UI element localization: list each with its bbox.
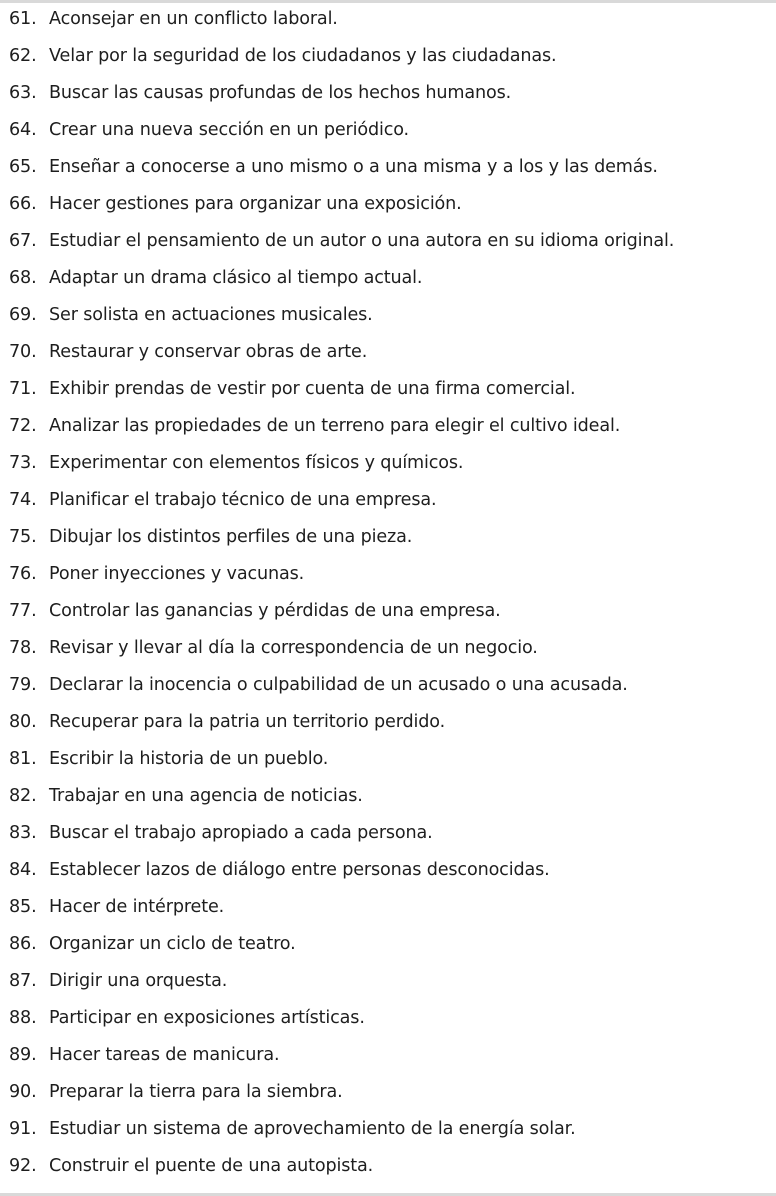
list-item — [0, 889, 776, 926]
list-item — [0, 963, 776, 1000]
item-text: Velar por la seguridad de los ciudadanos y las ciudadanas. — [49, 46, 557, 66]
list-item — [0, 926, 776, 963]
list-item — [0, 815, 776, 852]
list-item — [0, 482, 776, 519]
item-text: Analizar las propiedades de un terreno para elegir el cultivo ideal. — [49, 416, 621, 436]
list-item — [0, 630, 776, 667]
item-number: 90. — [9, 1082, 37, 1102]
list-item — [0, 667, 776, 704]
list-item — [0, 704, 776, 741]
item-number: 92. — [9, 1156, 37, 1176]
item-text: Revisar y llevar al día la correspondencia de un negocio. — [49, 638, 538, 658]
item-number: 74. — [9, 490, 37, 510]
item-number: 63. — [9, 83, 37, 103]
item-text: Restaurar y conservar obras de arte. — [49, 342, 368, 362]
item-text: Buscar las causas profundas de los hechos humanos. — [49, 83, 512, 103]
list-item — [0, 778, 776, 815]
list-item — [0, 408, 776, 445]
list-item — [0, 149, 776, 186]
item-text: Experimentar con elementos físicos y químicos. — [49, 453, 464, 473]
item-number: 81. — [9, 749, 37, 769]
item-number: 64. — [9, 120, 37, 140]
item-number: 65. — [9, 157, 37, 177]
list-item — [0, 1, 776, 38]
item-text: Exhibir prendas de vestir por cuenta de una firma comercial. — [49, 379, 576, 399]
item-text: Construir el puente de una autopista. — [49, 1156, 374, 1176]
list-item — [0, 1111, 776, 1148]
item-text: Estudiar el pensamiento de un autor o una autora en su idioma original. — [49, 231, 675, 251]
list-item — [0, 1074, 776, 1111]
item-text: Trabajar en una agencia de noticias. — [49, 786, 363, 806]
item-text: Hacer tareas de manicura. — [49, 1045, 280, 1065]
item-number: 71. — [9, 379, 37, 399]
list-item — [0, 297, 776, 334]
item-number: 67. — [9, 231, 37, 251]
item-text: Enseñar a conocerse a uno mismo o a una misma y a los y las demás. — [49, 157, 658, 177]
numbered-activity-list — [0, 1, 776, 1185]
item-text: Dibujar los distintos perfiles de una pieza. — [49, 527, 413, 547]
item-number: 87. — [9, 971, 37, 991]
item-text: Planificar el trabajo técnico de una empresa. — [49, 490, 437, 510]
item-number: 72. — [9, 416, 37, 436]
item-number: 88. — [9, 1008, 37, 1028]
list-item — [0, 1037, 776, 1074]
item-text: Recuperar para la patria un territorio perdido. — [49, 712, 446, 732]
item-number: 78. — [9, 638, 37, 658]
item-number: 75. — [9, 527, 37, 547]
item-text: Organizar un ciclo de teatro. — [49, 934, 296, 954]
item-number: 89. — [9, 1045, 37, 1065]
list-item — [0, 334, 776, 371]
item-number: 85. — [9, 897, 37, 917]
item-number: 80. — [9, 712, 37, 732]
item-number: 70. — [9, 342, 37, 362]
item-text: Controlar las ganancias y pérdidas de una empresa. — [49, 601, 501, 621]
item-number: 84. — [9, 860, 37, 880]
item-number: 77. — [9, 601, 37, 621]
item-number: 91. — [9, 1119, 37, 1139]
item-number: 66. — [9, 194, 37, 214]
item-number: 73. — [9, 453, 37, 473]
list-item — [0, 445, 776, 482]
list-item — [0, 852, 776, 889]
item-number: 76. — [9, 564, 37, 584]
list-item — [0, 593, 776, 630]
list-item — [0, 1000, 776, 1037]
list-item — [0, 371, 776, 408]
list-item — [0, 112, 776, 149]
item-text: Buscar el trabajo apropiado a cada persona. — [49, 823, 433, 843]
item-number: 69. — [9, 305, 37, 325]
item-text: Establecer lazos de diálogo entre personas desconocidas. — [49, 860, 550, 880]
list-item — [0, 223, 776, 260]
item-number: 83. — [9, 823, 37, 843]
item-number: 62. — [9, 46, 37, 66]
list-item — [0, 1148, 776, 1185]
list-item — [0, 741, 776, 778]
item-text: Escribir la historia de un pueblo. — [49, 749, 329, 769]
item-number: 82. — [9, 786, 37, 806]
item-text: Aconsejar en un conflicto laboral. — [49, 9, 338, 29]
item-text: Preparar la tierra para la siembra. — [49, 1082, 343, 1102]
list-item — [0, 75, 776, 112]
item-text: Dirigir una orquesta. — [49, 971, 228, 991]
list-item — [0, 260, 776, 297]
item-number: 86. — [9, 934, 37, 954]
item-text: Adaptar un drama clásico al tiempo actual. — [49, 268, 423, 288]
item-text: Estudiar un sistema de aprovechamiento de la energía solar. — [49, 1119, 576, 1139]
list-item — [0, 186, 776, 223]
item-number: 68. — [9, 268, 37, 288]
item-text: Crear una nueva sección en un periódico. — [49, 120, 409, 140]
list-item — [0, 556, 776, 593]
item-text: Ser solista en actuaciones musicales. — [49, 305, 373, 325]
item-number: 61. — [9, 9, 37, 29]
item-text: Participar en exposiciones artísticas. — [49, 1008, 365, 1028]
item-text: Poner inyecciones y vacunas. — [49, 564, 305, 584]
item-text: Hacer de intérprete. — [49, 897, 225, 917]
item-number: 79. — [9, 675, 37, 695]
item-text: Declarar la inocencia o culpabilidad de un acusado o una acusada. — [49, 675, 628, 695]
item-text: Hacer gestiones para organizar una exposición. — [49, 194, 462, 214]
list-item — [0, 519, 776, 556]
list-item — [0, 38, 776, 75]
